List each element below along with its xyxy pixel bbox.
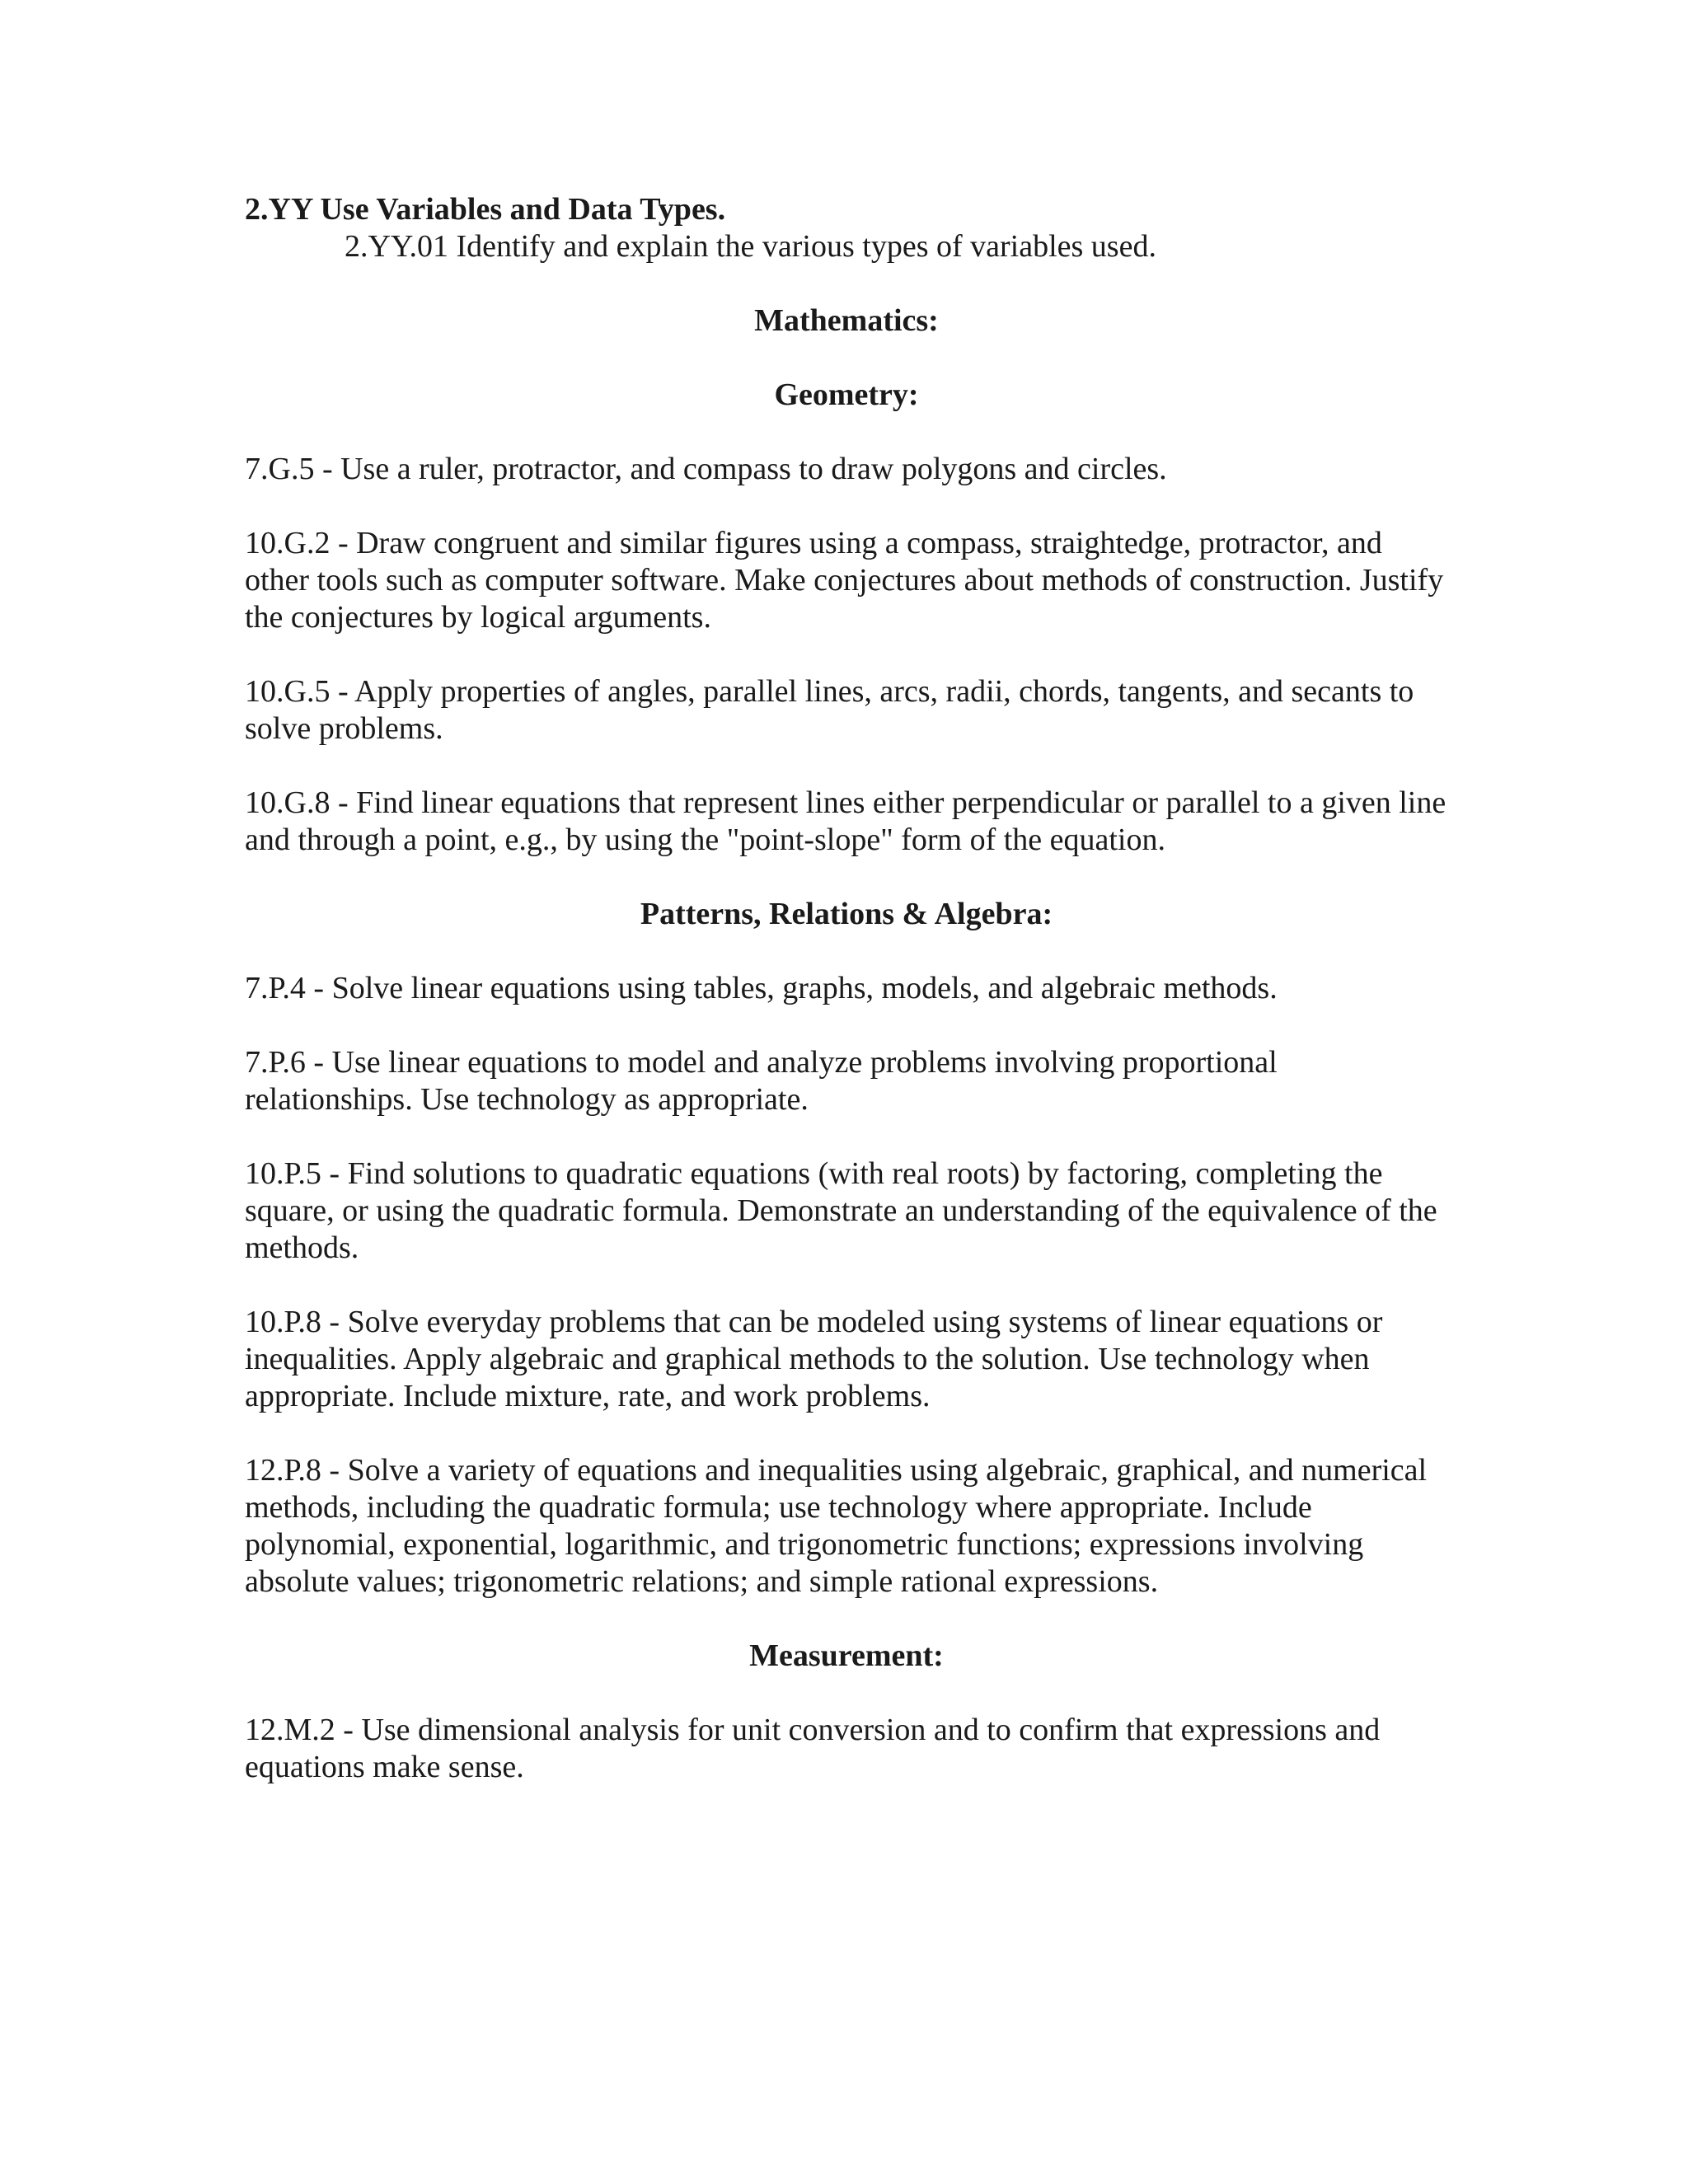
standard-item: 10.G.8 - Find linear equations that represent lines either perpendicular or parallel to a given line and through a point, e.g., by using the "point-slope" form of the equation. — [245, 785, 1447, 857]
standard-item: 10.G.5 - Apply properties of angles, parallel lines, arcs, radii, chords, tangents, and secants to solve problems. — [245, 674, 1414, 746]
standard-item: 12.M.2 - Use dimensional analysis for unit conversion and to confirm that expressions and equations make sense. — [245, 1713, 1381, 1784]
standard-item: 7.G.5 - Use a ruler, protractor, and compass to draw polygons and circles. — [245, 452, 1167, 486]
section-title-geometry: Geometry: — [774, 377, 919, 412]
section-title-measurement: Measurement: — [749, 1638, 944, 1673]
standard-item: 10.G.2 - Draw congruent and similar figures using a compass, straightedge, protractor, and other tools such as computer software. Make conjectures about methods of construction. Justify the conjectures by logical arguments. — [245, 526, 1444, 635]
standard-item: 10.P.8 - Solve everyday problems that can be modeled using systems of linear equations or inequalities. Apply algebraic and graphical methods to the solution. Use technology when appropriate. Include mixture, rate, and work problems. — [245, 1305, 1383, 1413]
standard-item: 7.P.4 - Solve linear equations using tables, graphs, models, and algebraic methods. — [245, 971, 1278, 1005]
standard-item: 7.P.6 - Use linear equations to model and analyze problems involving proportional relationships. Use technology as appropriate. — [245, 1045, 1278, 1117]
standard-item: 12.P.8 - Solve a variety of equations and inequalities using algebraic, graphical, and numerical methods, including the quadratic formula; use technology where appropriate. Include polynomial, exponential, logarithmic, and trigonometric functions; expressions involving absolute values; trigonometric relations; and simple rational expressions. — [245, 1453, 1428, 1599]
standard-subitem: 2.YY.01 Identify and explain the various types of variables used. — [345, 229, 1156, 264]
standard-heading: 2.YY Use Variables and Data Types. — [245, 192, 726, 227]
subject-title: Mathematics: — [754, 303, 939, 338]
standard-item: 10.P.5 - Find solutions to quadratic equations (with real roots) by factoring, completing the square, or using the quadratic formula. Demonstrate an understanding of the equivalence of the methods. — [245, 1156, 1437, 1265]
section-title-algebra: Patterns, Relations & Algebra: — [640, 897, 1053, 931]
document-body — [245, 191, 1448, 1786]
